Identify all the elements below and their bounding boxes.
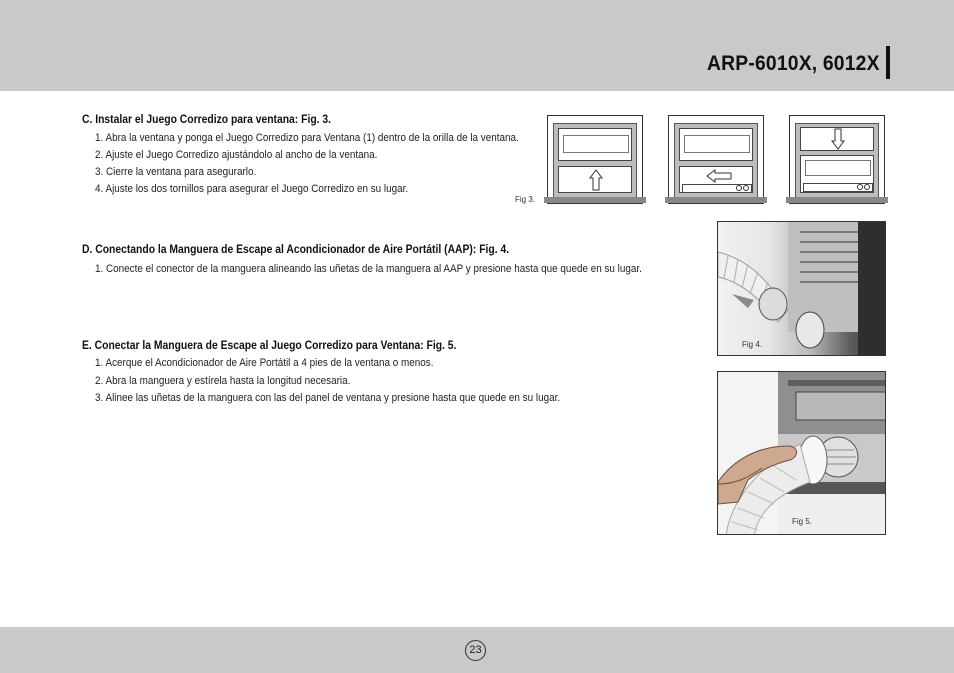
fig3-label: Fig 3.	[515, 195, 536, 204]
hose-to-window-kit-illustration	[718, 372, 886, 535]
arrow-down-icon	[831, 128, 845, 150]
fig5-photo	[717, 371, 886, 535]
fig4-photo	[717, 221, 886, 356]
section-c-step-3: 3. Cierre la ventana para asegurarlo.	[95, 166, 257, 178]
arrow-up-icon	[589, 169, 603, 191]
hose-to-unit-illustration	[718, 222, 886, 356]
section-c-step-1: 1. Abra la ventana y ponga el Juego Corredizo para Ventana (1) dentro de la orilla de la ventana.	[95, 132, 519, 144]
page-number: 23	[465, 640, 486, 661]
section-c-title: C. Instalar el Juego Corredizo para ventana: Fig. 3.	[82, 114, 332, 126]
fig5-label: Fig 5.	[792, 517, 813, 526]
section-e-step-3: 3. Alinee las uñetas de la manguera con las del panel de ventana y presione hasta que quede en su lugar.	[95, 392, 561, 404]
section-c-step-2: 2. Ajuste el Juego Corredizo ajustándolo al ancho de la ventana.	[95, 149, 378, 161]
section-d-title: D. Conectando la Manguera de Escape al Acondicionador de Aire Portátil (AAP): Fig. 4.	[82, 244, 510, 256]
section-d-step-1: 1. Conecte el conector de la manguera alineando las uñetas de la manguera al AAP y presione hasta que quede en su lugar.	[95, 263, 642, 275]
fig4-label: Fig 4.	[742, 340, 763, 349]
model-title: ARP-6010X, 6012X	[707, 52, 880, 75]
model-divider	[886, 46, 890, 79]
fig3-window-1	[547, 115, 643, 204]
header-band	[0, 0, 954, 91]
section-e-step-1: 1. Acerque el Acondicionador de Aire Portátil a 4 pies de la ventana o menos.	[95, 357, 434, 369]
fig3-window-3	[789, 115, 885, 204]
section-e-step-2: 2. Abra la manguera y estírela hasta la longitud necesaria.	[95, 375, 351, 387]
fig3-window-2	[668, 115, 764, 204]
section-e-title: E. Conectar la Manguera de Escape al Juego Corredizo para Ventana: Fig. 5.	[82, 340, 457, 352]
section-c-step-4: 4. Ajuste los dos tornillos para asegurar el Juego Corredizo en su lugar.	[95, 183, 409, 195]
arrow-left-icon	[706, 169, 732, 183]
